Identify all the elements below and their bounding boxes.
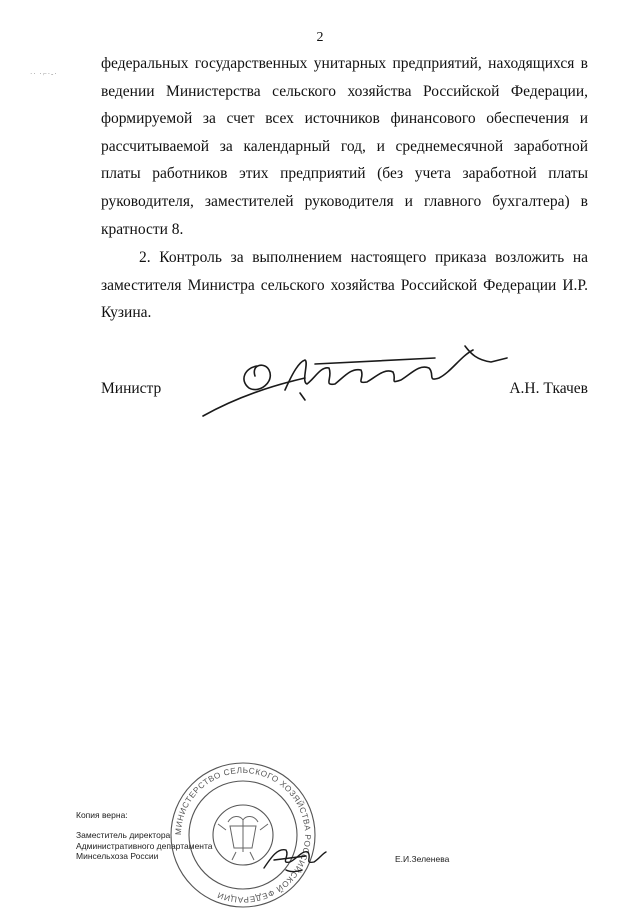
seal-outer-text: МИНИСТЕРСТВО СЕЛЬСКОГО ХОЗЯЙСТВА РОССИЙСКОЙ ФЕДЕРАЦИИ	[173, 765, 313, 905]
certification-position	[76, 830, 213, 862]
paragraph-1: федеральных государственных унитарных предприятий, находящихся в ведении Министерства сельского хозяйства Российской Федерации, формируемой за счет всех источников финансового обеспечения и рассчитываемой за календарный год, и среднемесячной заработной платы работников этих предприятий (без учета заработной платы руководителя, заместителей руководителя и главного бухгалтера) в кратности 8.	[101, 55, 588, 238]
certifier-signature-icon	[260, 838, 330, 876]
minister-signature-icon	[195, 338, 515, 423]
margin-marks: ·· ·⌐·-·	[30, 70, 58, 78]
position-line-1: Заместитель директора	[76, 830, 171, 840]
certifier-name: Е.И.Зеленева	[395, 854, 450, 864]
page-number: 2	[316, 30, 324, 45]
signatory-name: А.Н. Ткачев	[509, 380, 588, 397]
paragraph-2: 2. Контроль за выполнением настоящего приказа возложить на заместителя Министра сельского хозяйства Российской Федерации И.Р. Кузина.	[101, 249, 588, 322]
position-line-2: Административного департамента	[76, 840, 213, 851]
certification-label: Копия верна:	[76, 810, 128, 820]
position-line-3: Минсельхоза России	[76, 851, 159, 861]
document-body	[101, 50, 588, 327]
signatory-title: Министр	[101, 380, 162, 397]
